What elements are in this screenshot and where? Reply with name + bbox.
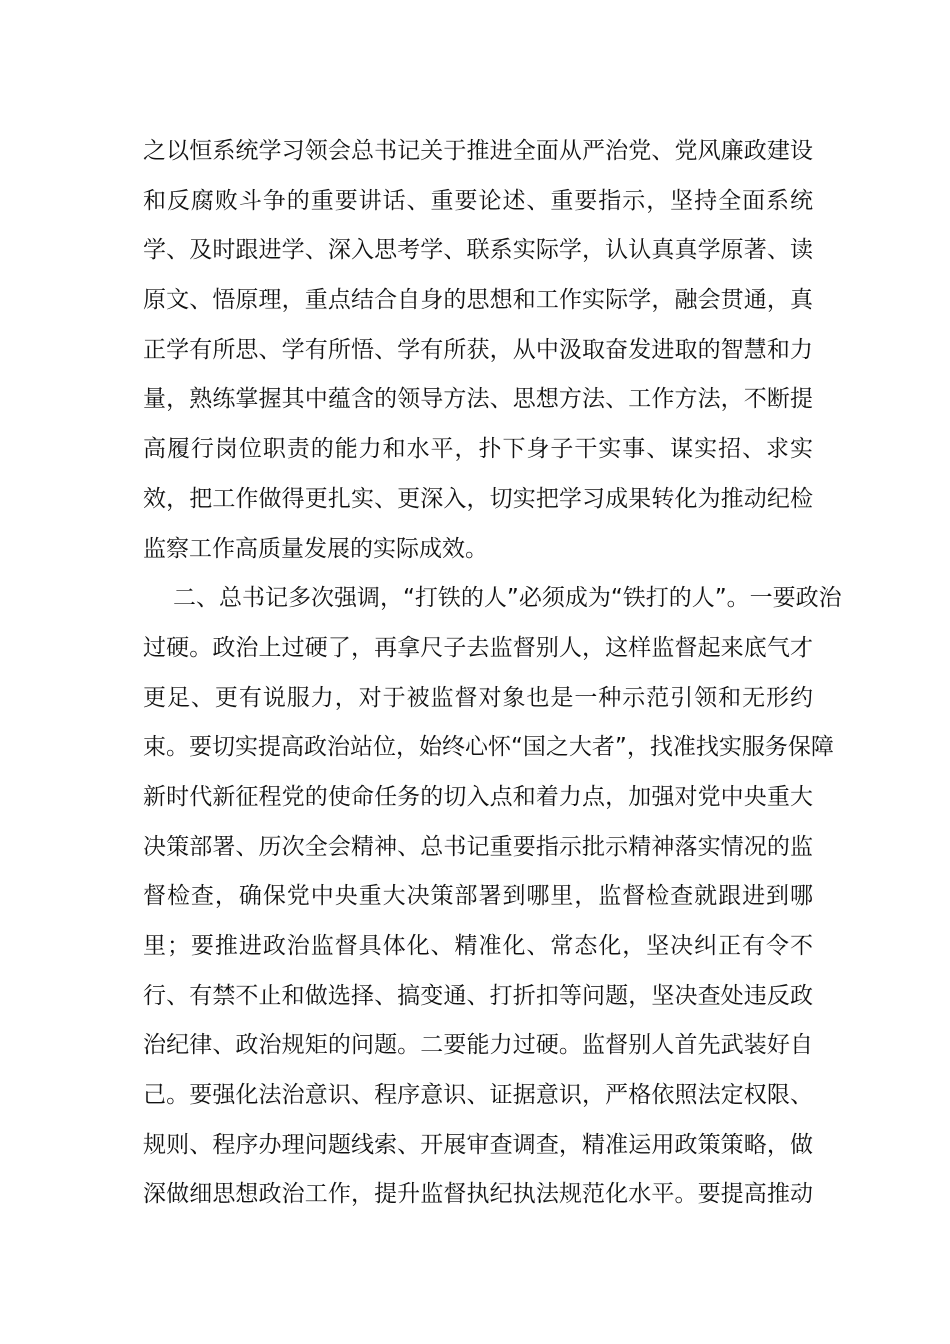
- text-line-1: 之以恒系统学习领会总书记关于推进全面从严治党、党风廉政建设: [143, 138, 813, 164]
- text-line-15: 决策部署、历次全会精神、总书记重要指示批示精神落实情况的监: [143, 833, 813, 860]
- text-line-4: 原文、悟原理，重点结合自身的思想和工作实际学，融会贯通，真: [143, 287, 813, 314]
- text-line-16: 督检查，确保党中央重大决策部署到哪里，监督检查就跟进到哪: [143, 883, 813, 910]
- body-text: [143, 127, 842, 1220]
- text-line-20: 己。要强化法治意识、程序意识、证据意识，严格依照法定权限、: [143, 1082, 813, 1109]
- text-line-5: 正学有所思、学有所悟、学有所获，从中汲取奋发进取的智慧和力: [143, 336, 813, 363]
- text-line-12: 更足、更有说服力，对于被监督对象也是一种示范引领和无形约: [143, 684, 813, 711]
- text-line-11: 过硬。政治上过硬了，再拿尺子去监督别人，这样监督起来底气才: [143, 634, 813, 661]
- text-line-17: 里；要推进政治监督具体化、精准化、常态化，坚决纠正有令不: [143, 933, 813, 959]
- text-line-3: 学、及时跟进学、深入思考学、联系实际学，认认真真学原著、读: [143, 237, 813, 264]
- text-line-10: 二、总书记多次强调，“打铁的人”必须成为“铁打的人”。一要政治: [173, 585, 842, 612]
- text-line-9: 监察工作高质量发展的实际成效。: [143, 535, 488, 562]
- text-line-8: 效，把工作做得更扎实、更深入，切实把学习成果转化为推动纪检: [143, 485, 813, 512]
- text-line-19: 治纪律、政治规矩的问题。二要能力过硬。监督别人首先武装好自: [143, 1032, 813, 1059]
- text-line-18: 行、有禁不止和做选择、搞变通、打折扣等问题，坚决查处违反政: [143, 982, 813, 1009]
- text-line-14: 新时代新征程党的使命任务的切入点和着力点，加强对党中央重大: [143, 783, 813, 810]
- text-line-6: 量，熟练掌握其中蕴含的领导方法、思想方法、工作方法，不断提: [143, 386, 813, 413]
- text-line-22: 深做细思想政治工作，提升监督执纪执法规范化水平。要提高推动: [143, 1181, 813, 1208]
- text-line-21: 规则、程序办理问题线索、开展审查调查，精准运用政策策略，做: [143, 1131, 813, 1158]
- text-line-7: 高履行岗位职责的能力和水平，扑下身子干实事、谋实招、求实: [143, 436, 813, 463]
- text-line-13: 束。要切实提高政治站位，始终心怀“国之大者”，找准找实服务保障: [143, 734, 834, 761]
- text-line-2: 和反腐败斗争的重要讲话、重要论述、重要指示，坚持全面系统: [143, 187, 813, 214]
